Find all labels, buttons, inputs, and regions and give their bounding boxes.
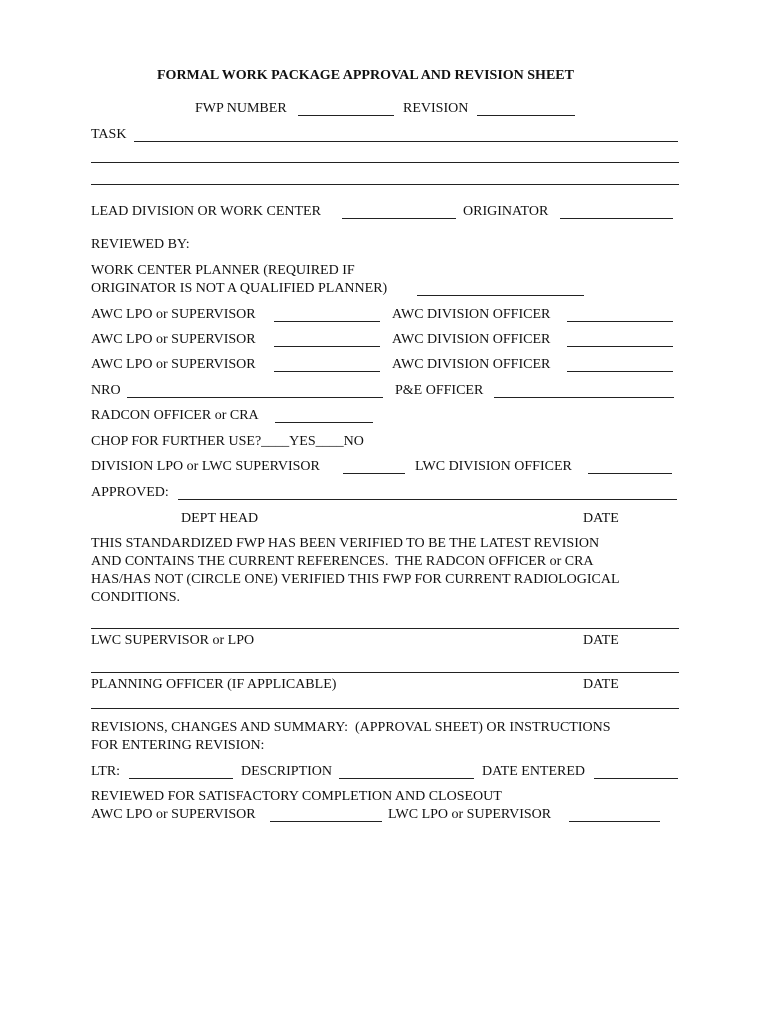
planning-officer-label: PLANNING OFFICER (IF APPLICABLE) bbox=[91, 677, 337, 692]
fwp-number-field[interactable] bbox=[298, 115, 394, 116]
reviewed-by-label: REVIEWED BY: bbox=[91, 237, 190, 252]
lwc-lpo-supervisor-field[interactable] bbox=[569, 821, 660, 822]
awc-lpo-field[interactable] bbox=[274, 321, 380, 322]
ltr-label: LTR: bbox=[91, 764, 121, 779]
originator-field[interactable] bbox=[560, 218, 673, 219]
awc-lpo-supervisor-field[interactable] bbox=[270, 821, 382, 822]
fwp-number-label: FWP NUMBER bbox=[195, 101, 287, 116]
date-label: DATE bbox=[583, 633, 619, 648]
awc-lpo-label: AWC LPO or SUPERVISOR bbox=[91, 332, 256, 347]
awc-division-officer-label: AWC DIVISION OFFICER bbox=[392, 357, 551, 372]
task-field-line-3[interactable] bbox=[91, 184, 679, 185]
awc-division-officer-label: AWC DIVISION OFFICER bbox=[392, 307, 551, 322]
verification-line: THIS STANDARDIZED FWP HAS BEEN VERIFIED TO BE THE LATEST REVISION bbox=[91, 536, 600, 551]
task-field-line-1[interactable] bbox=[134, 141, 678, 142]
awc-lpo-label: AWC LPO or SUPERVISOR bbox=[91, 307, 256, 322]
originator-label: ORIGINATOR bbox=[463, 204, 549, 219]
date-label: DATE bbox=[583, 511, 619, 526]
nro-field[interactable] bbox=[127, 397, 383, 398]
radcon-officer-field[interactable] bbox=[275, 422, 373, 423]
wc-planner-label-line1: WORK CENTER PLANNER (REQUIRED IF bbox=[91, 263, 355, 278]
awc-lpo-supervisor-label: AWC LPO or SUPERVISOR bbox=[91, 807, 256, 822]
approved-label: APPROVED: bbox=[91, 485, 169, 500]
lwc-supervisor-signature-field[interactable] bbox=[91, 628, 679, 629]
revision-field[interactable] bbox=[477, 115, 575, 116]
approved-signature-field[interactable] bbox=[178, 499, 677, 500]
lead-division-label: LEAD DIVISION OR WORK CENTER bbox=[91, 204, 321, 219]
dept-head-label: DEPT HEAD bbox=[181, 511, 259, 526]
date-entered-label: DATE ENTERED bbox=[482, 764, 586, 779]
pe-officer-label: P&E OFFICER bbox=[395, 383, 484, 398]
verification-line: AND CONTAINS THE CURRENT REFERENCES. THE RADCON OFFICER or CRA bbox=[91, 554, 594, 569]
verification-line: CONDITIONS. bbox=[91, 590, 181, 605]
date-entered-field[interactable] bbox=[594, 778, 678, 779]
lwc-division-officer-label: LWC DIVISION OFFICER bbox=[415, 459, 572, 474]
ltr-field[interactable] bbox=[129, 778, 233, 779]
radcon-officer-label: RADCON OFFICER or CRA bbox=[91, 408, 259, 423]
page-title: FORMAL WORK PACKAGE APPROVAL AND REVISION SHEET bbox=[157, 68, 574, 83]
lwc-lpo-supervisor-label: LWC LPO or SUPERVISOR bbox=[388, 807, 552, 822]
awc-lpo-field[interactable] bbox=[274, 346, 380, 347]
nro-label: NRO bbox=[91, 383, 121, 398]
description-field[interactable] bbox=[339, 778, 474, 779]
lwc-supervisor-label: LWC SUPERVISOR or LPO bbox=[91, 633, 255, 648]
task-field-line-2[interactable] bbox=[91, 162, 679, 163]
reviewed-completion-label: REVIEWED FOR SATISFACTORY COMPLETION AND CLOSEOUT bbox=[91, 789, 502, 804]
wc-planner-field[interactable] bbox=[417, 295, 584, 296]
revisions-paragraph bbox=[91, 719, 611, 755]
division-lpo-field[interactable] bbox=[343, 473, 405, 474]
chop-further-use-label[interactable]: CHOP FOR FURTHER USE?____YES____NO bbox=[91, 434, 364, 449]
date-label: DATE bbox=[583, 677, 619, 692]
division-lpo-label: DIVISION LPO or LWC SUPERVISOR bbox=[91, 459, 320, 474]
section-divider bbox=[91, 708, 679, 709]
revisions-line: FOR ENTERING REVISION: bbox=[91, 738, 265, 753]
planning-officer-signature-field[interactable] bbox=[91, 672, 679, 673]
task-label: TASK bbox=[91, 127, 127, 142]
awc-division-officer-field[interactable] bbox=[567, 346, 673, 347]
awc-division-officer-field[interactable] bbox=[567, 371, 673, 372]
pe-officer-field[interactable] bbox=[494, 397, 674, 398]
description-label: DESCRIPTION bbox=[241, 764, 333, 779]
wc-planner-label-line2: ORIGINATOR IS NOT A QUALIFIED PLANNER) bbox=[91, 281, 388, 296]
verification-line: HAS/HAS NOT (CIRCLE ONE) VERIFIED THIS FWP FOR CURRENT RADIOLOGICAL bbox=[91, 572, 620, 587]
lwc-division-officer-field[interactable] bbox=[588, 473, 672, 474]
awc-lpo-field[interactable] bbox=[274, 371, 380, 372]
awc-division-officer-label: AWC DIVISION OFFICER bbox=[392, 332, 551, 347]
awc-division-officer-field[interactable] bbox=[567, 321, 673, 322]
revision-label: REVISION bbox=[403, 101, 469, 116]
awc-lpo-label: AWC LPO or SUPERVISOR bbox=[91, 357, 256, 372]
lead-division-field[interactable] bbox=[342, 218, 456, 219]
revisions-line: REVISIONS, CHANGES AND SUMMARY: (APPROVAL SHEET) OR INSTRUCTIONS bbox=[91, 720, 611, 735]
verification-paragraph bbox=[91, 535, 620, 607]
